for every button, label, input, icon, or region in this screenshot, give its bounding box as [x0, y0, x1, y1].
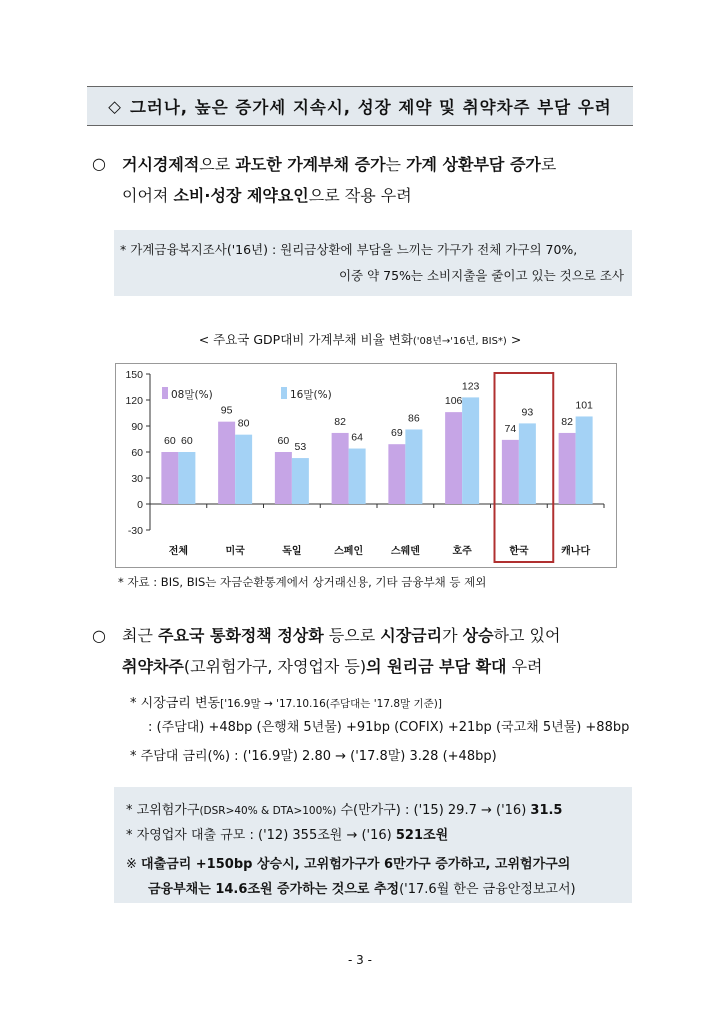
text-run: 우려	[506, 657, 543, 676]
chart-title	[0, 330, 720, 348]
rate-change-detail: : (주담대) +48bp (은행채 5년물) +91bp (COFIX) +21bp (국고채 5년물) +88bp	[148, 720, 630, 735]
bar-0	[445, 412, 462, 504]
bar-0	[275, 452, 292, 504]
paragraph-2-line-1	[122, 620, 642, 651]
chart-frame	[115, 363, 617, 568]
data-label: 123	[461, 380, 480, 393]
bar-0	[502, 440, 519, 504]
data-label: 101	[575, 399, 593, 412]
bar-1	[462, 397, 479, 504]
rate-change-label	[130, 692, 442, 711]
text-run: 가	[442, 626, 463, 645]
text-run: 의	[366, 657, 388, 676]
bar-1	[405, 429, 422, 504]
x-tick-label: 한국	[509, 546, 529, 557]
text-run: 는	[385, 155, 407, 174]
y-tick-label: 90	[131, 421, 143, 433]
rate-change-period: ['16.9말 → '17.10.16(주담대는 '17.8말 기준)]	[220, 698, 442, 710]
x-tick-label: 호주	[452, 546, 472, 557]
data-label: 93	[521, 406, 534, 419]
data-label: 74	[504, 422, 517, 435]
risk-note-box	[114, 787, 632, 903]
bar-1	[349, 449, 366, 504]
legend-label: 08말(%)	[171, 389, 213, 401]
x-tick-label: 스페인	[334, 546, 364, 557]
x-tick-label: 캐나다	[561, 546, 591, 557]
legend-swatch	[281, 387, 287, 399]
bar-1	[235, 435, 252, 504]
chart-title-main: < 주요국 GDP대비 가계부채 비율 변화	[198, 332, 413, 347]
paragraph-1	[122, 149, 642, 211]
data-label: 60	[277, 435, 290, 447]
bar-0	[218, 422, 235, 504]
text-run: 거시경제적	[122, 155, 200, 174]
data-label: 80	[237, 417, 250, 430]
section-title: 그러나, 높은 증가세 지속시, 성장 제약 및 취약차주 부담 우려	[129, 98, 612, 117]
text-run: (고위험가구, 자영업자 등)	[183, 657, 367, 676]
y-tick-label: 0	[137, 499, 143, 511]
text-run: 취약차주	[122, 657, 184, 676]
bar-0	[388, 444, 405, 504]
x-tick-label: 미국	[225, 546, 245, 557]
text-run: 과도한 가계부채 증가	[235, 155, 386, 174]
chart-title-sub: ('08년→'16년, BIS*)	[412, 336, 507, 347]
legend-swatch	[162, 387, 168, 399]
risk-note-line-1: * 고위험가구(DSR>40% & DTA>100%) 수(만가구) : ('15) 29.7 → ('16) 31.5	[126, 803, 563, 818]
survey-note-line-1: * 가계금융복지조사('16년) : 원리금상환에 부담을 느끼는 가구가 전체 가구의 70%,	[120, 242, 578, 257]
bar-0	[161, 452, 178, 504]
y-tick-label: 150	[125, 369, 143, 381]
data-label: 64	[351, 431, 363, 444]
chart-title-end: >	[506, 332, 522, 347]
data-label: 69	[391, 427, 403, 440]
x-tick-label: 스웨덴	[390, 546, 420, 557]
data-label: 106	[444, 395, 463, 408]
bar-1	[576, 416, 593, 504]
risk-note-line-4: 금융부채는 14.6조원 증가하는 것으로 추정('17.6월 한은 금융안정보고서)	[148, 882, 576, 897]
y-tick-label: 60	[131, 447, 143, 459]
bullet-icon: ○	[92, 154, 106, 173]
rate-change-title: * 시장금리 변동	[130, 696, 221, 711]
paragraph-1-line-2	[122, 180, 642, 211]
paragraph-1-line-1	[122, 149, 642, 180]
data-label: 86	[408, 412, 420, 425]
y-tick-label: -30	[127, 525, 143, 537]
bullet-icon: ○	[92, 626, 106, 645]
data-label: 53	[294, 441, 307, 454]
bar-0	[559, 433, 576, 504]
text-run: 원리금 부담 확대	[387, 657, 507, 676]
household-debt-chart	[116, 364, 616, 567]
bar-1	[292, 458, 309, 504]
survey-note-line-2: 이중 약 75%는 소비지출을 줄이고 있는 것으로 조사	[338, 268, 624, 283]
paragraph-2	[122, 620, 642, 682]
paragraph-2-line-2	[122, 651, 642, 682]
x-tick-label: 전체	[168, 546, 189, 557]
data-label: 82	[334, 415, 346, 428]
x-tick-label: 독일	[282, 546, 302, 557]
mortgage-rate-line: * 주담대 금리(%) : ('16.9말) 2.80 → ('17.8말) 3.28 (+48bp)	[130, 749, 497, 764]
source-note: * 자료 : BIS, BIS는 자금순환통계에서 상거래신용, 기타 금융부채 등 제외	[118, 575, 487, 589]
text-run: 이어져	[122, 186, 174, 205]
text-run: 으로 작용 우려	[308, 186, 412, 205]
data-label: 60	[164, 435, 176, 447]
legend-label: 16말(%)	[290, 389, 332, 401]
text-run: 주요국 통화정책 정상화	[158, 626, 324, 645]
diamond-icon: ◇	[108, 96, 122, 116]
data-label: 82	[561, 415, 573, 428]
text-run: 등으로	[323, 626, 381, 645]
risk-note-line-2: * 자영업자 대출 규모 : ('12) 355조원 → ('16) 521조원	[126, 828, 449, 843]
data-label: 95	[220, 404, 233, 417]
section-title-box	[87, 86, 633, 126]
data-label: 60	[181, 435, 193, 447]
bar-0	[332, 433, 349, 504]
risk-note-line-3: ※ 대출금리 +150bp 상승시, 고위험가구가 6만가구 증가하고, 고위험가구의	[126, 857, 571, 872]
y-tick-label: 30	[131, 473, 143, 485]
text-run: 소비·성장 제약요인	[173, 186, 309, 205]
bar-1	[519, 423, 536, 504]
survey-note-box	[114, 230, 632, 296]
page-number: - 3 -	[348, 953, 372, 967]
text-run: 시장금리	[380, 626, 443, 645]
text-run: 로	[540, 155, 557, 174]
text-run: 상승	[462, 626, 494, 645]
bar-1	[178, 452, 195, 504]
text-run: 으로	[199, 155, 236, 174]
text-run: 최근	[122, 626, 158, 645]
text-run: 가계 상환부담 증가	[406, 155, 541, 174]
text-run: 하고 있어	[493, 626, 561, 645]
y-tick-label: 120	[125, 395, 143, 407]
